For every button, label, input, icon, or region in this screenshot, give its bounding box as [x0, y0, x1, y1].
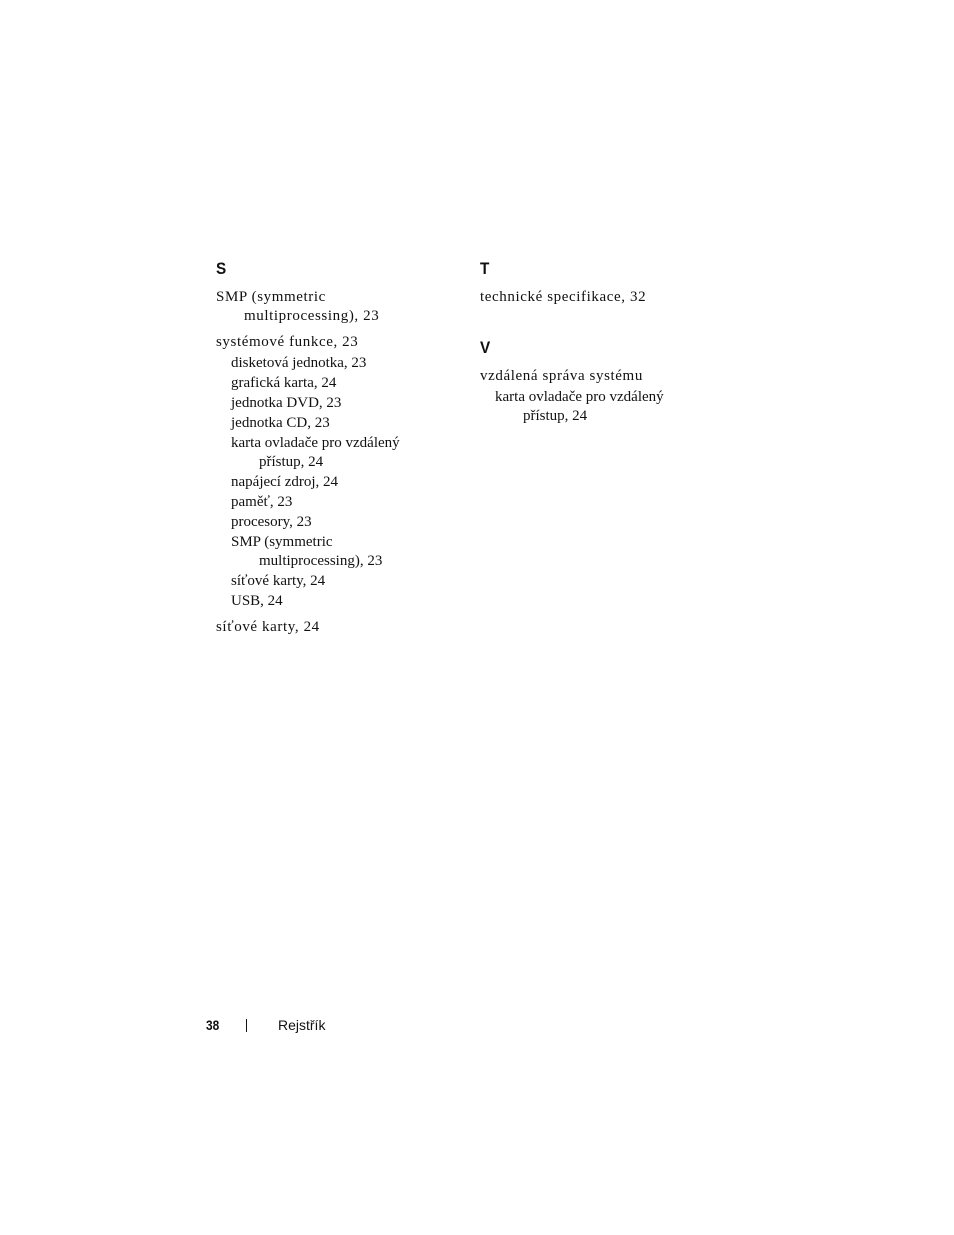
index-section-v — [480, 337, 720, 426]
index-column-left — [216, 258, 456, 667]
entry-text: vzdálená správa systému — [480, 368, 643, 384]
index-subentry — [216, 513, 456, 532]
index-entry — [216, 288, 456, 326]
subentry-text: disketová jednotka, 23 — [231, 355, 367, 371]
section-letter-v: V — [480, 338, 491, 357]
entry-text: technické specifikace, 32 — [480, 289, 647, 305]
index-subentry — [216, 592, 456, 611]
index-subentry — [480, 388, 720, 426]
entry-text: SMP (symmetric — [216, 289, 326, 305]
index-entry — [216, 618, 456, 637]
subentry-text: USB, 24 — [231, 593, 283, 609]
footer-section-title: Rejstřík — [278, 1017, 326, 1033]
index-entry — [480, 288, 720, 307]
index-subentry — [216, 493, 456, 512]
subentry-text: karta ovladače pro vzdálený — [495, 389, 664, 405]
index-entry — [216, 333, 456, 352]
subentry-text: jednotka DVD, 23 — [231, 395, 342, 411]
index-subentry — [216, 473, 456, 492]
footer-separator — [246, 1019, 247, 1032]
index-section-s — [216, 258, 456, 637]
index-entry — [480, 367, 720, 386]
index-subentry — [216, 434, 456, 472]
section-letter-t: T — [480, 259, 490, 278]
subentry-text: procesory, 23 — [231, 514, 312, 530]
subentry-text: napájecí zdroj, 24 — [231, 474, 339, 490]
index-column-right — [480, 258, 720, 456]
section-letter-s: S — [216, 259, 227, 278]
entry-text: systémové funkce, 23 — [216, 334, 359, 350]
subentry-text-continued: multiprocessing), 23 — [259, 553, 383, 569]
subentry-text: grafická karta, 24 — [231, 375, 337, 391]
index-subentry-list — [216, 354, 456, 611]
subentry-text-continued: přístup, 24 — [523, 408, 588, 424]
subentry-text: jednotka CD, 23 — [231, 415, 330, 431]
subentry-text: síťové karty, 24 — [231, 573, 326, 589]
page-number: 38 — [206, 1017, 220, 1033]
index-subentry — [216, 533, 456, 571]
subentry-text-continued: přístup, 24 — [259, 454, 324, 470]
index-subentry — [216, 394, 456, 413]
index-subentry-list — [480, 388, 720, 426]
subentry-text: karta ovladače pro vzdálený — [231, 435, 400, 451]
index-subentry — [216, 354, 456, 373]
index-subentry — [216, 572, 456, 591]
subentry-text: paměť, 23 — [231, 494, 293, 510]
index-section-t — [480, 258, 720, 307]
subentry-text: SMP (symmetric — [231, 534, 333, 550]
entry-text: síťové karty, 24 — [216, 619, 320, 635]
entry-text-continued: multiprocessing), 23 — [244, 308, 380, 324]
index-subentry — [216, 414, 456, 433]
index-subentry — [216, 374, 456, 393]
